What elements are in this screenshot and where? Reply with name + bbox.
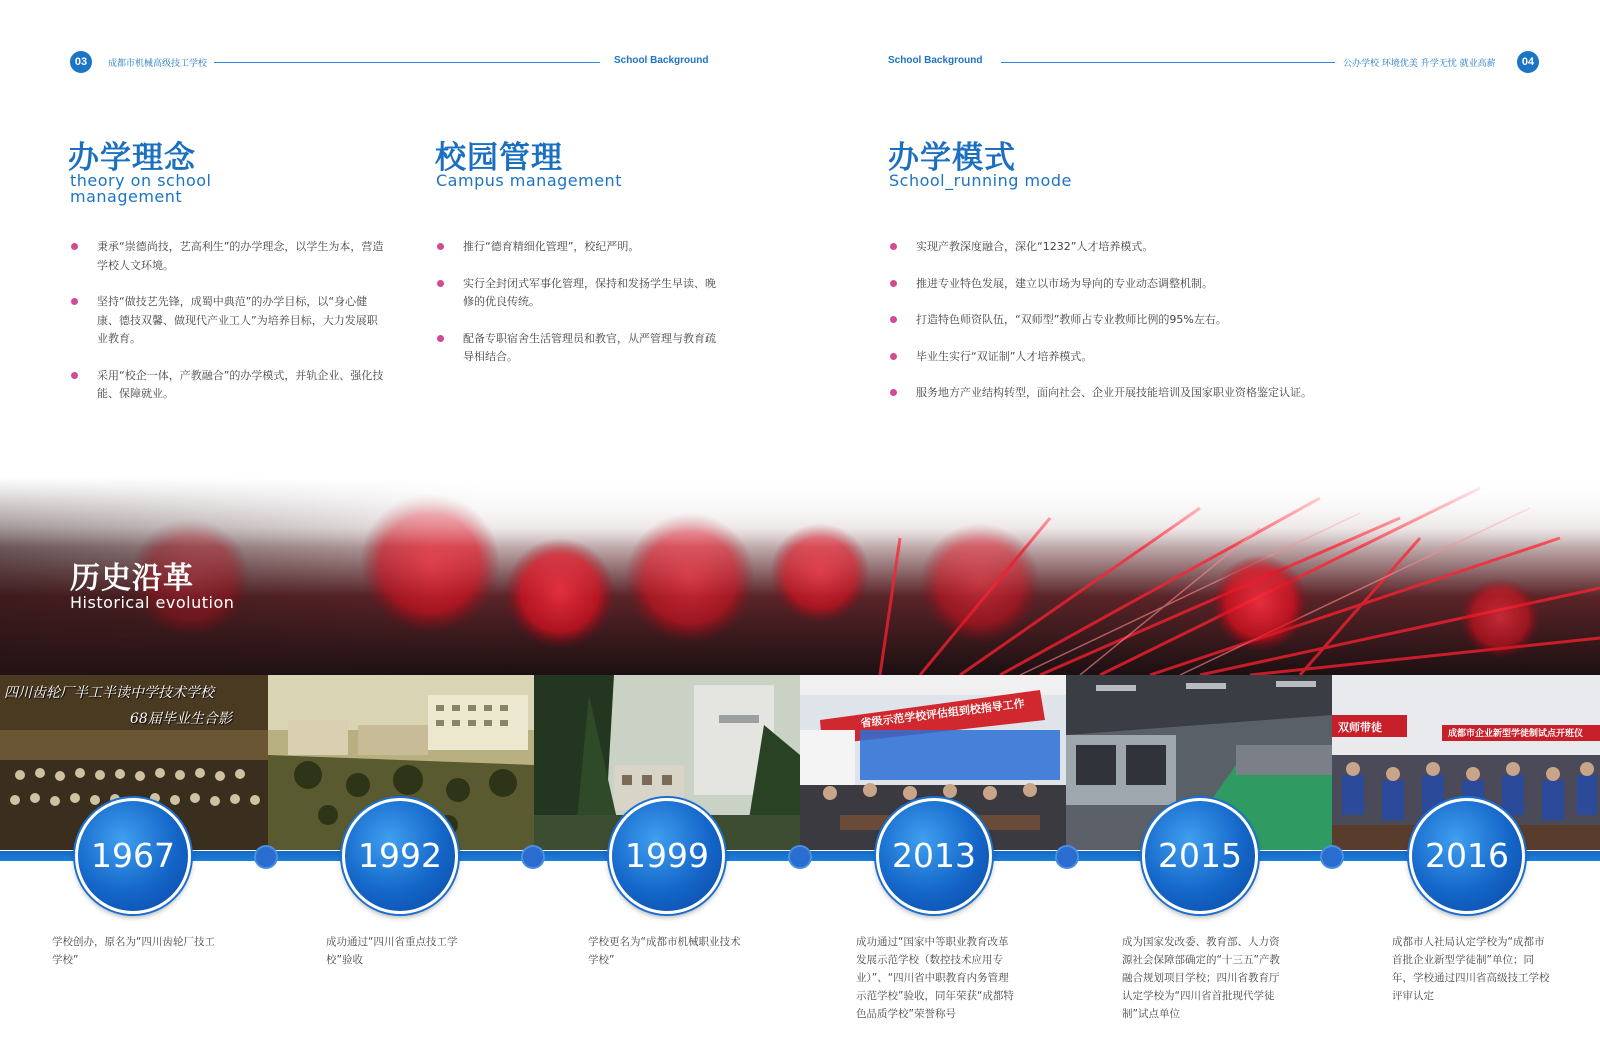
classroom-banner-right: 成都市企业新型学徒制试点开班仪 — [1448, 729, 1584, 739]
school-name: 成都市机械高级技工学校 — [108, 59, 208, 69]
timeline-dot — [1055, 845, 1079, 869]
photo-caption-line1: 四川齿轮厂半工半读中学技术学校 — [4, 685, 214, 701]
timeline-dot — [788, 845, 812, 869]
campus-list — [436, 238, 718, 367]
philosophy-title: 办学理念 — [68, 140, 196, 176]
campus-subtitle: Campus management — [436, 171, 622, 190]
section-label-left: School Background — [614, 55, 709, 66]
timeline-desc-2013: 成功通过“国家中等职业教育改革发展示范学校（数控技术应用专业）”、“四川省中职教育内务管理示范学校”验收，同年荣获“成都特色品质学校”荣誉称号 — [856, 936, 1014, 1020]
year-badge-2016: 2016 — [1409, 798, 1525, 914]
year-badge-1967: 1967 — [75, 798, 191, 914]
header-divider-right — [1001, 62, 1335, 63]
year-badge-2015: 2015 — [1142, 798, 1258, 914]
list-item: 毕业生实行“双证制”人才培养模式。 — [889, 348, 1359, 367]
philosophy-subtitle: theory on school management — [70, 171, 212, 206]
list-item: 打造特色师资队伍，“双师型”教师占专业教师比例的95%左右。 — [889, 311, 1359, 330]
page-number-right: 04 — [1517, 51, 1539, 73]
campus-title: 校园管理 — [435, 140, 563, 176]
header-divider-left — [214, 62, 600, 63]
page-number-left: 03 — [70, 51, 92, 73]
photo-caption-line2: 68届毕业生合影 — [130, 711, 232, 727]
list-item: 坚持“做技艺先锋，成蜀中典范”的办学目标，以“身心健康、德技双馨、做现代产业工人”为培养目标，大力发展职业教育。 — [70, 293, 386, 349]
timeline-desc-1999: 学校更名为“成都市机械职业技术学校” — [588, 936, 741, 966]
timeline-desc-1967: 学校创办，原名为“四川齿轮厂技工学校” — [52, 936, 215, 966]
list-item: 推进专业特色发展，建立以市场为导向的专业动态调整机制。 — [889, 275, 1359, 294]
timeline-desc-1992: 成功通过“四川省重点技工学校”验收 — [326, 936, 458, 966]
section-label-right: School Background — [888, 55, 983, 66]
mode-list — [889, 238, 1359, 403]
mode-subtitle: School_running mode — [889, 171, 1072, 190]
history-title: 历史沿革 — [70, 561, 194, 596]
year-badge-2013: 2013 — [876, 798, 992, 914]
history-subtitle: Historical evolution — [70, 593, 235, 612]
list-item: 服务地方产业结构转型，面向社会、企业开展技能培训及国家职业资格鉴定认证。 — [889, 384, 1359, 403]
red-bokeh-background — [0, 478, 1600, 675]
list-item: 采用“校企一体，产教融合”的办学模式，并轨企业、强化技能、保障就业。 — [70, 367, 386, 404]
school-slogan: 公办学校 环境优美 升学无忧 就业高薪 — [1343, 59, 1496, 69]
timeline-dot — [521, 845, 545, 869]
timeline-desc-2015: 成为国家发改委、教育部、人力资源社会保障部确定的“十三五”产教融合规划项目学校；四川省教育厅认定学校为“四川省首批现代学徒制”试点单位 — [1122, 936, 1280, 1020]
history-banner — [0, 478, 1600, 675]
mode-title: 办学模式 — [888, 140, 1016, 176]
meeting-banner-text: 省级示范学校评估组到校指导工作 — [859, 696, 1026, 731]
year-badge-1992: 1992 — [342, 798, 458, 914]
list-item: 推行“德育精细化管理”，校纪严明。 — [436, 238, 718, 257]
classroom-banner-left: 双师带徒 — [1338, 721, 1382, 734]
year-badge-1999: 1999 — [609, 798, 725, 914]
list-item: 配备专职宿舍生活管理员和教官，从严管理与教育疏导相结合。 — [436, 330, 718, 367]
timeline-dot — [1320, 845, 1344, 869]
list-item: 实现产教深度融合，深化“1232”人才培养模式。 — [889, 238, 1359, 257]
list-item: 实行全封闭式军事化管理，保持和发扬学生早读、晚修的优良传统。 — [436, 275, 718, 312]
list-item: 秉承“崇德尚技，艺高利生”的办学理念，以学生为本，营造学校人文环境。 — [70, 238, 386, 275]
timeline-desc-2016: 成都市人社局认定学校为“成都市首批企业新型学徒制”单位；同年，学校通过四川省高级技工学校评审认定 — [1392, 936, 1550, 1002]
philosophy-list — [70, 238, 386, 404]
timeline-dot — [254, 845, 278, 869]
